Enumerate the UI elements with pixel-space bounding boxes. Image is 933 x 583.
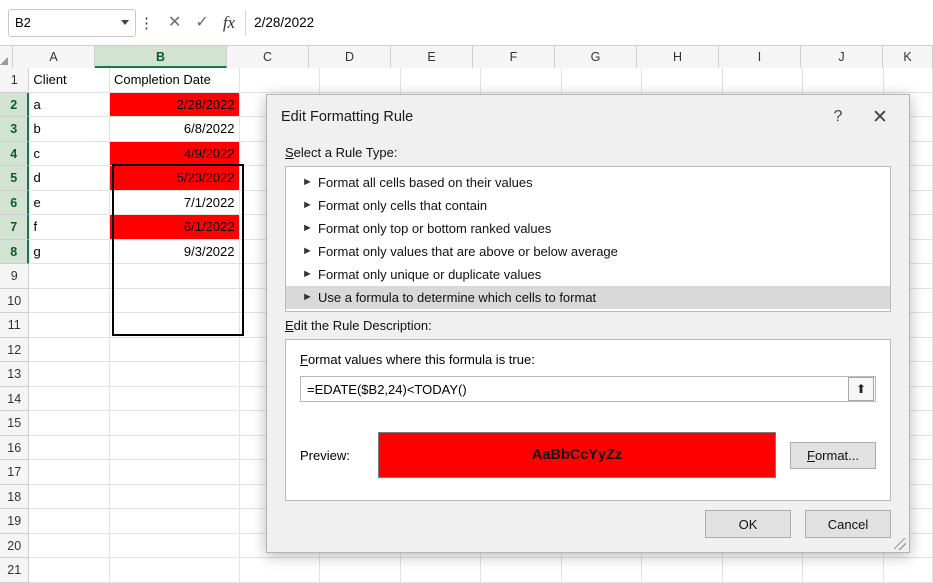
table-row: [0, 558, 933, 583]
column-header-b[interactable]: B: [95, 46, 227, 68]
row-header-20[interactable]: 20: [0, 534, 29, 559]
close-icon[interactable]: ✕: [872, 106, 888, 128]
rule-type-option-1[interactable]: [286, 171, 890, 194]
cell-B5[interactable]: 5/23/2022: [110, 166, 240, 191]
rule-type-label: Format only unique or duplicate values: [318, 267, 542, 282]
rule-type-option-4[interactable]: [286, 240, 890, 263]
cell-I21[interactable]: [723, 558, 804, 583]
rule-formula-input[interactable]: =EDATE($B2,24)<TODAY(): [307, 381, 467, 397]
cell-F1[interactable]: [481, 68, 562, 93]
rule-type-label: Format only cells that contain: [318, 198, 488, 213]
column-header-g[interactable]: G: [555, 46, 637, 68]
row-header-1[interactable]: 1: [0, 68, 29, 93]
row-header-5[interactable]: 5: [0, 166, 29, 191]
row-header-14[interactable]: 14: [0, 387, 29, 412]
cell-H1[interactable]: [642, 68, 723, 93]
cell-B6[interactable]: 7/1/2022: [110, 191, 240, 216]
dialog-title-bar[interactable]: [267, 95, 909, 139]
bullet-arrow-icon: ►: [302, 199, 313, 211]
rule-type-option-6[interactable]: [286, 286, 890, 309]
row-header-21[interactable]: 21: [0, 558, 29, 583]
column-header-k[interactable]: K: [883, 46, 933, 68]
rule-type-list[interactable]: [285, 166, 891, 312]
bullet-arrow-icon: ►: [302, 222, 313, 234]
row-header-3[interactable]: 3: [0, 117, 29, 142]
cell-J21[interactable]: [803, 558, 884, 583]
formula-bar: [0, 0, 933, 46]
dialog-footer: [705, 510, 891, 538]
row-header-8[interactable]: 8: [0, 240, 29, 265]
cell-B9[interactable]: [110, 264, 240, 289]
resize-grip[interactable]: [894, 538, 906, 550]
bullet-arrow-icon: ►: [302, 268, 313, 280]
rule-type-label: Format only top or bottom ranked values: [318, 221, 552, 236]
cell-A12[interactable]: [29, 338, 110, 363]
cell-B20[interactable]: [110, 534, 240, 559]
dialog-title: Edit Formatting Rule: [281, 109, 414, 125]
more-options-icon[interactable]: ⋮: [139, 14, 155, 32]
row-header-6[interactable]: 6: [0, 191, 29, 216]
cell-A17[interactable]: [29, 460, 110, 485]
ok-button[interactable]: OK: [705, 510, 791, 538]
row-header-13[interactable]: 13: [0, 362, 29, 387]
cell-B7[interactable]: 6/1/2022: [110, 215, 240, 240]
rule-description-panel: [285, 339, 891, 501]
cell-A13[interactable]: [29, 362, 110, 387]
row-header-4[interactable]: 4: [0, 142, 29, 167]
row-header-7[interactable]: 7: [0, 215, 29, 240]
cell-A2[interactable]: a: [29, 93, 110, 118]
cell-B19[interactable]: [110, 509, 240, 534]
cell-B14[interactable]: [110, 387, 240, 412]
column-header-a[interactable]: A: [13, 46, 95, 68]
cell-A16[interactable]: [29, 436, 110, 461]
format-button[interactable]: F ormat...: [790, 442, 876, 469]
cell-A18[interactable]: [29, 485, 110, 510]
cell-B2[interactable]: 2/28/2022: [110, 93, 240, 118]
cell-B12[interactable]: [110, 338, 240, 363]
rule-type-option-5[interactable]: [286, 263, 890, 286]
bullet-arrow-icon: ►: [302, 291, 313, 303]
preview-row: [300, 432, 876, 478]
column-headers: [0, 46, 933, 68]
cell-B13[interactable]: [110, 362, 240, 387]
cell-C21[interactable]: [240, 558, 321, 583]
cell-B8[interactable]: 9/3/2022: [110, 240, 240, 265]
row-header-19[interactable]: 19: [0, 509, 29, 534]
row-header-16[interactable]: 16: [0, 436, 29, 461]
cell-A15[interactable]: [29, 411, 110, 436]
rule-type-label: Format only values that are above or below average: [318, 244, 618, 259]
formula-field[interactable]: [300, 376, 876, 402]
insert-function-icon[interactable]: fx: [222, 13, 236, 32]
preview-label: Preview:: [300, 447, 350, 463]
help-icon[interactable]: ?: [833, 108, 843, 125]
rule-description-label: Edit the Rule Description:: [285, 318, 432, 333]
enter-icon[interactable]: ✓: [195, 13, 209, 31]
cell-D21[interactable]: [320, 558, 401, 583]
cell-A6[interactable]: e: [29, 191, 110, 216]
cell-B11[interactable]: [110, 313, 240, 338]
column-header-j[interactable]: J: [801, 46, 883, 68]
cell-K1[interactable]: [884, 68, 933, 93]
preview-swatch: AaBbCcYyZz: [378, 432, 776, 478]
column-header-d[interactable]: D: [309, 46, 391, 68]
row-header-10[interactable]: 10: [0, 289, 29, 314]
row-header-15[interactable]: 15: [0, 411, 29, 436]
cell-B17[interactable]: [110, 460, 240, 485]
cancel-button[interactable]: Cancel: [805, 510, 891, 538]
edit-formatting-rule-dialog: [266, 94, 910, 553]
rule-type-label: Use a formula to determine which cells to format: [318, 290, 597, 305]
cell-B15[interactable]: [110, 411, 240, 436]
row-header-17[interactable]: 17: [0, 460, 29, 485]
table-row: [0, 68, 933, 93]
cell-B4[interactable]: 4/9/2022: [110, 142, 240, 167]
cell-A4[interactable]: c: [29, 142, 110, 167]
cell-H21[interactable]: [642, 558, 723, 583]
cell-A9[interactable]: [29, 264, 110, 289]
cell-E1[interactable]: [401, 68, 482, 93]
cell-J1[interactable]: [803, 68, 884, 93]
name-box[interactable]: [8, 9, 136, 37]
formula-prompt-text: ormat values where this formula is true:: [307, 352, 535, 367]
column-header-i[interactable]: I: [719, 46, 801, 68]
rule-type-label: Format all cells based on their values: [318, 175, 533, 190]
cell-A20[interactable]: [29, 534, 110, 559]
cell-G21[interactable]: [562, 558, 643, 583]
row-header-2[interactable]: 2: [0, 93, 29, 118]
row-header-18[interactable]: 18: [0, 485, 29, 510]
chevron-down-icon[interactable]: [121, 20, 129, 25]
cell-A10[interactable]: [29, 289, 110, 314]
column-header-f[interactable]: F: [473, 46, 555, 68]
formula-prompt-label: Format values where this formula is true:: [300, 352, 535, 367]
cell-A19[interactable]: [29, 509, 110, 534]
cell-K21[interactable]: [884, 558, 933, 583]
cell-A8[interactable]: g: [29, 240, 110, 265]
cell-F21[interactable]: [481, 558, 562, 583]
cancel-icon[interactable]: ✕: [168, 13, 182, 31]
cell-A3[interactable]: b: [29, 117, 110, 142]
cell-B18[interactable]: [110, 485, 240, 510]
cell-C1[interactable]: [240, 68, 321, 93]
bullet-arrow-icon: ►: [302, 245, 313, 257]
rule-type-option-3[interactable]: [286, 217, 890, 240]
cell-B16[interactable]: [110, 436, 240, 461]
column-header-c[interactable]: C: [227, 46, 309, 68]
rule-type-label: Select a Rule Type:: [285, 145, 398, 160]
cell-B10[interactable]: [110, 289, 240, 314]
cell-A5[interactable]: d: [29, 166, 110, 191]
cell-E21[interactable]: [401, 558, 482, 583]
rule-type-option-2[interactable]: [286, 194, 890, 217]
cell-A7[interactable]: f: [29, 215, 110, 240]
cell-I1[interactable]: [723, 68, 804, 93]
formula-input[interactable]: 2/28/2022: [246, 9, 933, 37]
cell-B21[interactable]: [110, 558, 240, 583]
row-header-11[interactable]: 11: [0, 313, 29, 338]
collapse-dialog-icon[interactable]: ⬆: [848, 377, 874, 401]
cell-B1[interactable]: Completion Date: [110, 68, 240, 93]
cell-D1[interactable]: [320, 68, 401, 93]
name-box-value: B2: [15, 15, 31, 30]
column-header-e[interactable]: E: [391, 46, 473, 68]
cell-A1[interactable]: Client: [29, 68, 110, 93]
select-all-corner[interactable]: [0, 46, 13, 68]
row-header-12[interactable]: 12: [0, 338, 29, 363]
cell-A11[interactable]: [29, 313, 110, 338]
column-header-h[interactable]: H: [637, 46, 719, 68]
cell-B3[interactable]: 6/8/2022: [110, 117, 240, 142]
cell-A14[interactable]: [29, 387, 110, 412]
row-header-9[interactable]: 9: [0, 264, 29, 289]
cell-A21[interactable]: [29, 558, 110, 583]
cell-G1[interactable]: [562, 68, 643, 93]
bullet-arrow-icon: ►: [302, 176, 313, 188]
